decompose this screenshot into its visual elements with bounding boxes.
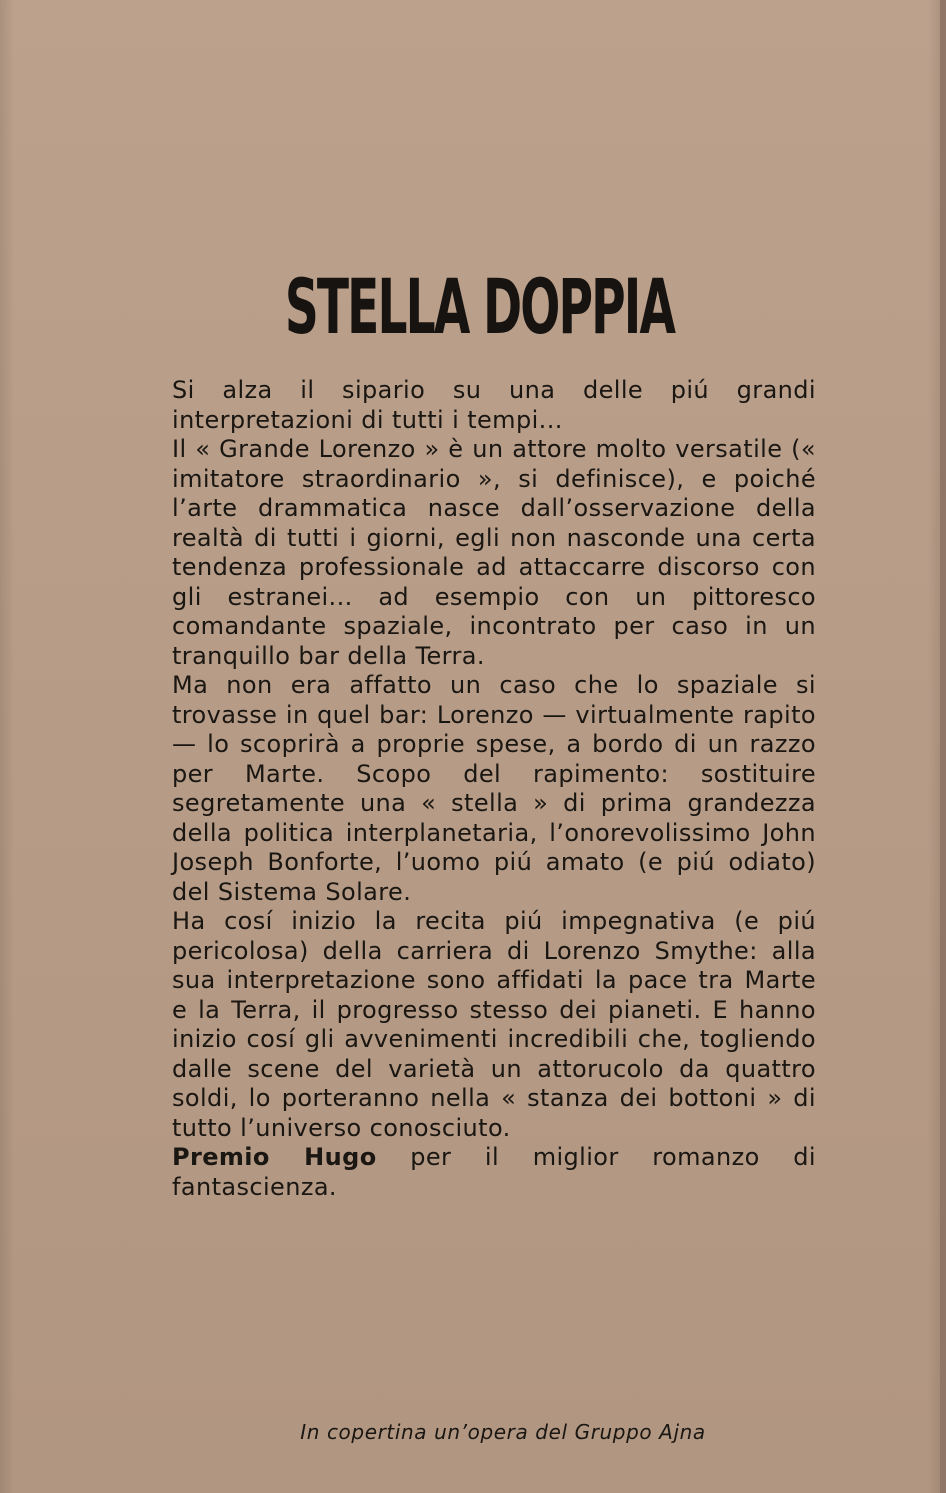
book-title: STELLA DOPPIA (284, 262, 675, 351)
award-description: per il miglior romanzo di fantascienza. (172, 1143, 817, 1201)
blurb-paragraph: Ma non era affatto un caso che lo spaziale si trovasse in quel bar: Lorenzo — virtualmente rapito — lo scoprirà a proprie spese, a bordo di un razzo per Marte. Scopo del rapimento: sostituire segretamente una « stella » di prima grandezza della politica interplanetaria, l’onorevolissimo John Joseph Bonforte, l’uomo piú amato (e piú odiato) del Sistema Solare. (172, 671, 816, 906)
cover-edge (940, 0, 946, 1493)
blurb-paragraph: Il « Grande Lorenzo » è un attore molto versatile (« imitatore straordinario », si definisce), e poiché l’arte drammatica nasce dall’osservazione della realtà di tutti i giorni, egli non nasconde una certa tendenza professionale ad attaccarre discorso con gli estranei... ad esempio con un pittoresco comandante spaziale, incontrato per caso in un tranquillo bar della Terra. (172, 435, 816, 670)
blurb-text (172, 376, 816, 1202)
blurb-paragraph: Si alza il sipario su una delle piú grandi interpretazioni di tutti i tempi... (172, 376, 816, 434)
award-name: Premio Hugo (172, 1143, 377, 1171)
cover-credit: In copertina un’opera del Gruppo Ajna (300, 1420, 706, 1444)
blurb-paragraph: Ha cosí inizio la recita piú impegnativa (e piú pericolosa) della carriera di Lorenzo Smythe: alla sua interpretazione sono affidati la pace tra Marte e la Terra, il progresso stesso dei pianeti. E hanno inizio cosí gli avvenimenti incredibili che, togliendo dalle scene del varietà un attorucolo da quattro soldi, lo porteranno nella « stanza dei bottoni » di tutto l’universo conosciuto. (172, 907, 816, 1142)
award-line (172, 1143, 816, 1202)
